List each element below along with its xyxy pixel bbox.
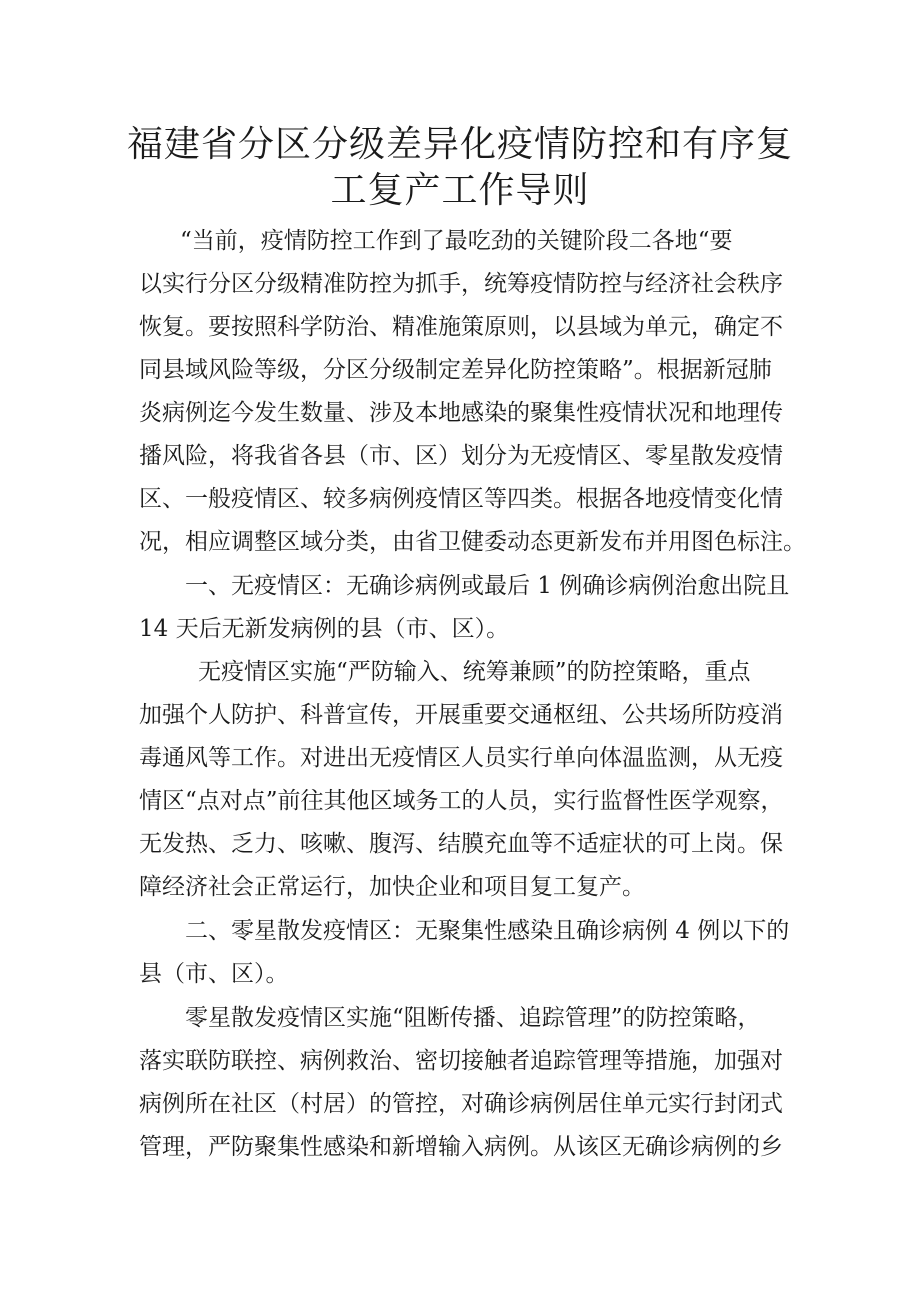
body-line: 零星散发疫情区实施“阻断传播、追踪管理”的防控策略，	[185, 1005, 761, 1031]
section-heading-2-cont: 县（市、区）。	[139, 961, 289, 987]
body-line: 区、一般疫情区、较多病例疫情区等四类。根据各地疫情变化情	[139, 486, 783, 512]
body-line: 情区“点对点”前往其他区域务工的人员，实行监督性医学观察，	[139, 788, 784, 814]
body-line: 同县域风险等级，分区分级制定差异化防控策略”。根据新冠肺	[139, 357, 772, 383]
body-line: 障经济社会正常运行，加快企业和项目复工复产。	[139, 874, 645, 900]
body-line: 炎病例迄今发生数量、涉及本地感染的聚集性疫情状况和地理传	[139, 400, 783, 426]
document-title-line-1: 福建省分区分级差异化疫情防控和有序复	[126, 124, 793, 165]
body-line: 无发热、乏力、咳嗽、腹泻、结膜充血等不适症状的可上岗。保	[139, 831, 783, 857]
body-line: 播风险，将我省各县（市、区）划分为无疫情区、零星散发疫情	[139, 443, 783, 469]
body-line: 管理，严防聚集性感染和新增输入病例。从该区无确诊病例的乡	[139, 1134, 783, 1160]
section-heading-1-cont: 14 天后无新发病例的县（市、区）。	[139, 616, 510, 642]
body-line: 以实行分区分级精准防控为抓手，统筹疫情防控与经济社会秩序	[139, 271, 783, 297]
section-heading-1: 一、无疫情区：无确诊病例或最后 1 例确诊病例治愈出院且	[185, 573, 790, 599]
body-line: 恢复。要按照科学防治、精准施策原则，以县域为单元，确定不	[139, 314, 783, 340]
body-line: 病例所在社区（村居）的管控，对确诊病例居住单元实行封闭式	[139, 1091, 783, 1117]
body-line: 落实联防联控、病例救治、密切接触者追踪管理等措施，加强对	[139, 1048, 783, 1074]
body-line: 加强个人防护、科普宣传，开展重要交通枢纽、公共场所防疫消	[139, 702, 783, 728]
body-line: “当前，疫情防控工作到了最吃劲的关键阶段二各地“要	[180, 228, 733, 254]
body-line: 无疫情区实施“严防输入、统筹兼顾”的防控策略，重点	[198, 659, 751, 685]
body-line: 毒通风等工作。对进出无疫情区人员实行单向体温监测，从无疫	[139, 745, 783, 771]
document-title-line-2: 工复产工作导则	[330, 170, 590, 211]
section-heading-2: 二、零星散发疫情区：无聚集性感染且确诊病例 4 例以下的	[185, 918, 790, 944]
body-line: 况，相应调整区域分类，由省卫健委动态更新发布并用图色标注。	[139, 529, 806, 555]
